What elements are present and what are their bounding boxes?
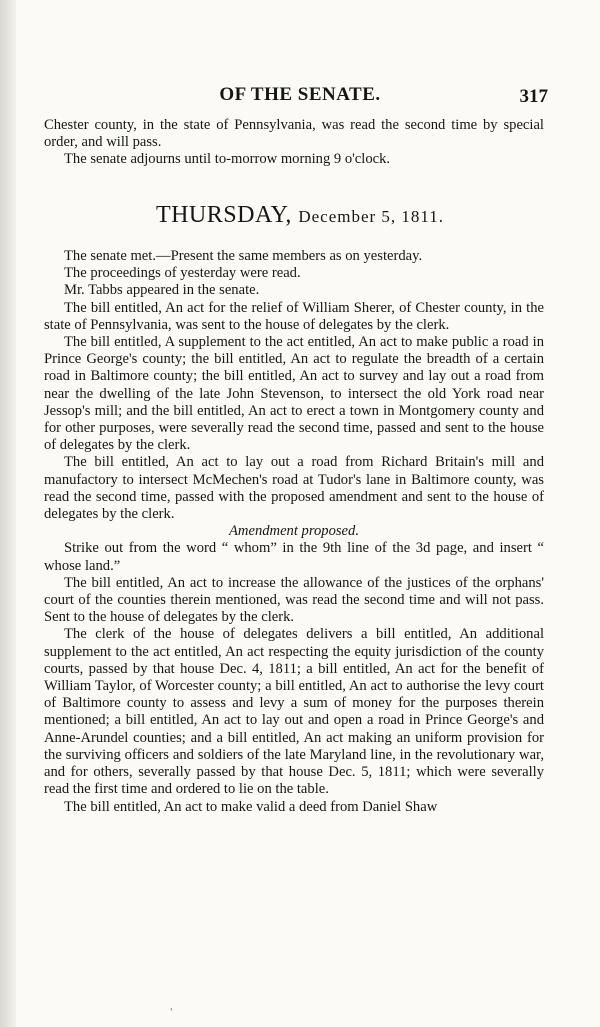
paragraph-shaw-deed: The bill entitled, An act to make valid a deed from Daniel Shaw [64,798,438,815]
paragraph-road-bills: The bill entitled, A supplement to the act entitled, An act to make public a road in Prince George's county; the bill entitled, An act to regulate the breadth of a certain road in Baltimore county; the bill entitled, An act to survey and lay out a road from near the dwelling of the late John Stevenson, to intersect the old York road near Jessop's mill; and the bill entitled, An act to erect a town in Montgomery county and for other purposes, were severally read the second time, passed and sent to the house of delegates by the clerk. [44,334,544,454]
day-heading-date: December 5, 1811. [298,207,445,226]
continuation-paragraph: Chester county, in the state of Pennsylvania, was read the second time by special order, and will pass. [44,117,544,151]
paragraph-proceedings-read: The proceedings of yesterday were read. [64,265,301,282]
paragraph-orphans-court-bill: The bill entitled, An act to increase the allowance of the justices of the orphans' court of the counties therein mentioned, was read the second time and will not pass. Sent to the house of delegates by the clerk. [44,574,544,626]
paragraph-amendment: Strike out from the word “ whom” in the 9th line of the 3d page, and insert “ whose land.” [44,540,544,574]
previous-day-text [44,117,544,169]
day-heading-weekday: THURSDAY, [155,202,292,228]
paragraph-britain-mill-bill: The bill entitled, An act to lay out a road from Richard Britain's mill and manufactory to intersect McMechen's road at Tudor's lane in Baltimore county, was read the second time, passed with the proposed amendment and sent to the house of delegates by the clerk. [44,454,544,523]
paragraph-senate-met: The senate met.—Present the same members as on yesterday. [64,248,423,264]
page-gutter-shadow [0,0,16,1027]
paragraph-delegates-bills: The clerk of the house of delegates delivers a bill entitled, An additional supplement to the act entitled, An act respecting the equity jurisdiction of the county courts, passed by that house Dec. 4, 1811; a bill entitled, An act for the benefit of William Taylor, of Worcester county; a bill entitled, An act to authorise the levy court of Baltimore county to assess and levy a sum of money for the purposes therein mentioned; a bill entitled, An act to lay out and open a road in Prince George's and Anne-Arundel counties; and a bill entitled, An act making an uniform provision for the surviving officers and soldiers of the late Maryland line, in the revolutionary war, and for others, severally passed by that house Dec. 5, 1811; which were severally read the first time and ordered to lie on the table. [44,626,544,798]
paragraph-sherer-bill: The bill entitled, An act for the relief of William Sherer, of Chester county, in the state of Pennsylvania, was sent to the house of delegates by the clerk. [44,299,544,333]
page-header [0,84,600,110]
day-heading [0,202,600,229]
running-head: OF THE SENATE. [219,84,381,105]
page-number: 317 [519,86,548,107]
adjournment-paragraph: The senate adjourns until to-morrow morning 9 o'clock. [64,151,391,168]
paragraph-tabbs: Mr. Tabbs appeared in the senate. [64,282,260,299]
proceedings-text [44,248,544,816]
page-mark: ' [170,1008,173,1018]
amendment-heading: Amendment proposed. [229,523,359,540]
